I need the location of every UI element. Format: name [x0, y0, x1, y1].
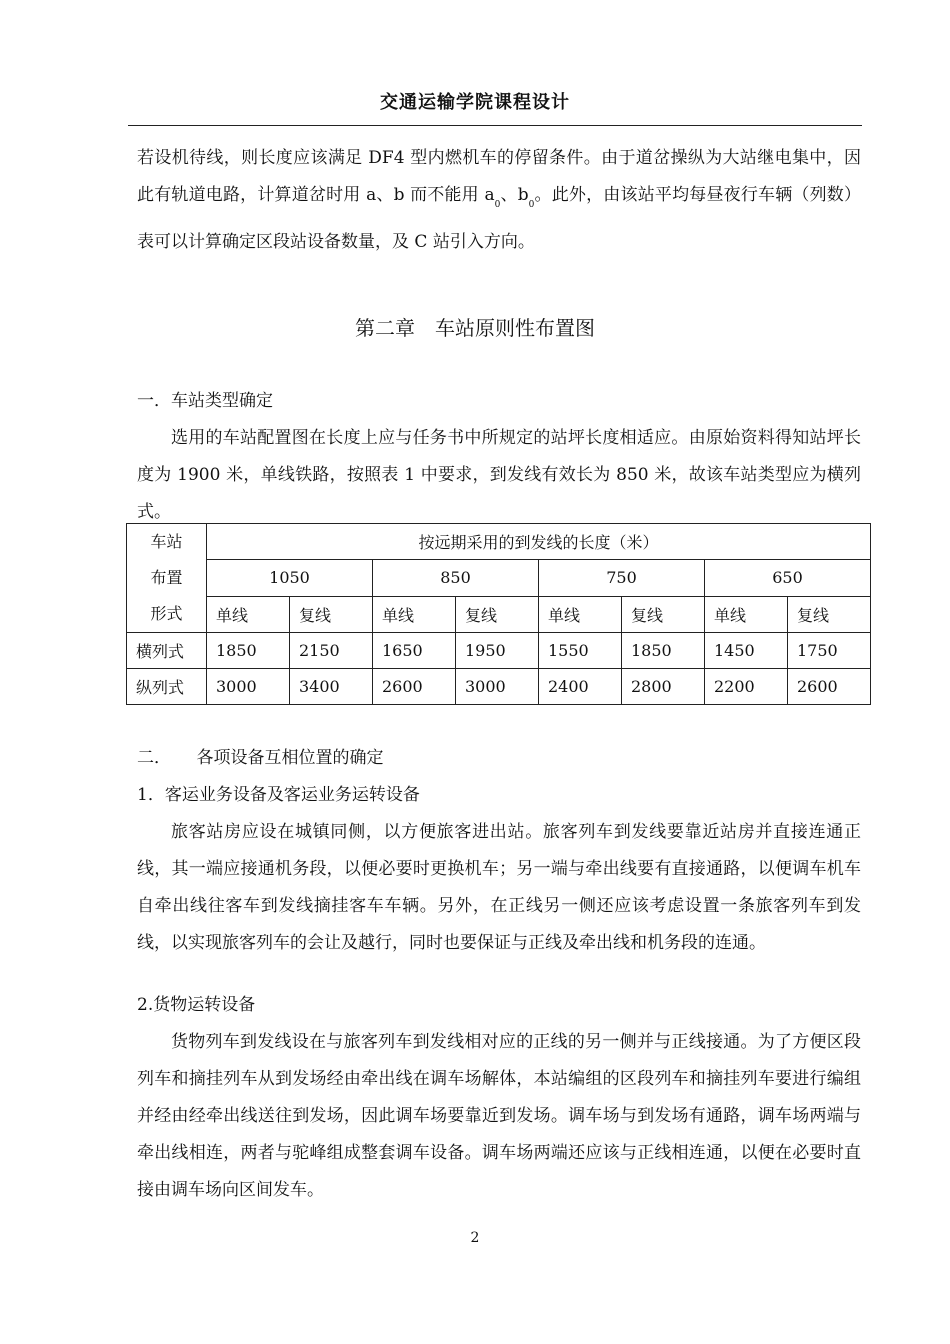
intro-separator: 、b	[500, 185, 529, 205]
section2-heading: 二． 各项设备互相位置的确定	[137, 748, 384, 768]
station-layout-table	[126, 523, 871, 705]
subsection1-heading: 1．客运业务设备及客运业务运转设备	[137, 785, 420, 805]
row-header-cell	[127, 524, 207, 633]
length-header: 1050	[207, 560, 373, 596]
row-label: 横列式	[127, 633, 207, 669]
chapter-title: 第二章 车站原则性布置图	[355, 316, 595, 340]
line-type-header: 复线	[456, 596, 539, 632]
subsection2-heading: 2.货物运转设备	[137, 995, 256, 1015]
line-type-header: 单线	[705, 596, 788, 632]
line-type-header: 复线	[290, 596, 373, 632]
table-row	[127, 669, 871, 705]
table-cell: 3000	[456, 669, 539, 705]
table-cell: 1650	[373, 633, 456, 669]
length-header: 750	[539, 560, 705, 596]
table-cell: 1450	[705, 633, 788, 669]
line-type-header: 单线	[373, 596, 456, 632]
subscript-a0: 0	[494, 200, 501, 210]
table-cell: 2600	[373, 669, 456, 705]
table-cell: 1950	[456, 633, 539, 669]
row-label: 纵列式	[127, 669, 207, 705]
section1-heading: 一．车站类型确定	[137, 391, 273, 411]
span-header: 按远期采用的到发线的长度（米）	[207, 524, 871, 560]
table-cell: 1850	[207, 633, 290, 669]
table-cell: 2800	[622, 669, 705, 705]
page-header-title: 交通运输学院课程设计	[380, 92, 570, 113]
table-header-row-2	[127, 560, 871, 596]
length-header: 650	[705, 560, 871, 596]
page-number: 2	[470, 1230, 480, 1246]
subsection2-body: 货物列车到发线设在与旅客列车到发线相对应的正线的另一侧并与正线接通。为了方便区段列车和摘挂列车从到发场经由牵出线在调车场解体，本站编组的区段列车和摘挂列车要进行编组并经由经牵出线送往到发场，因此调车场要靠近到发场。调车场与到发场有通路，调车场两端与牵出线相连，两者与驼峰组成整套调车设备。调车场两端还应该与正线相连通，以便在必要时直接由调车场向区间发车。	[137, 1032, 861, 1200]
line-type-header: 复线	[622, 596, 705, 632]
table-cell: 2400	[539, 669, 622, 705]
subsection1-body: 旅客站房应设在城镇同侧，以方便旅客进出站。旅客列车到发线要靠近站房并直接连通正线，其一端应接通机务段，以便必要时更换机车；另一端与牵出线要有直接通路，以便调车机车自牵出线往客车到发线摘挂客车车辆。另外，在正线另一侧还应该考虑设置一条旅客列车到发线，以实现旅客列车的会让及越行，同时也要保证与正线及牵出线和机务段的连通。	[137, 822, 861, 953]
row-header-line: 布置	[150, 568, 183, 587]
section1-body: 选用的车站配置图在长度上应与任务书中所规定的站坪长度相适应。由原始资料得知站坪长度为 1900 米，单线铁路，按照表 1 中要求，到发线有效长为 850 米，故该车站类型应为横列式。	[137, 428, 861, 522]
table-cell: 2150	[290, 633, 373, 669]
subscript-b0: 0	[528, 200, 535, 210]
row-header-line: 车站	[150, 532, 183, 551]
line-type-header: 单线	[207, 596, 290, 632]
row-header-line: 形式	[150, 604, 183, 623]
header-divider	[128, 125, 862, 126]
table-cell: 1750	[788, 633, 871, 669]
table-cell: 3000	[207, 669, 290, 705]
table-header-row-1	[127, 524, 871, 560]
length-header: 850	[373, 560, 539, 596]
table-cell: 3400	[290, 669, 373, 705]
intro-paragraph	[137, 140, 861, 261]
table-row	[127, 633, 871, 669]
line-type-header: 单线	[539, 596, 622, 632]
intro-text-2: 。此外，由该站平均每昼夜行车辆（列数）表可以计算确定区段站设备数量，及 C 站引入方向。	[137, 185, 861, 252]
table-cell: 2200	[705, 669, 788, 705]
table-cell: 2600	[788, 669, 871, 705]
line-type-header: 复线	[788, 596, 871, 632]
intro-text-1: 若设机待线，则长度应该满足 DF4 型内燃机车的停留条件。由于道岔操纵为大站继电集中，因此有轨道电路，计算道岔时用 a、b 而不能用 a	[137, 148, 861, 205]
table-cell: 1850	[622, 633, 705, 669]
table-header-row-3	[127, 596, 871, 632]
table-cell: 1550	[539, 633, 622, 669]
